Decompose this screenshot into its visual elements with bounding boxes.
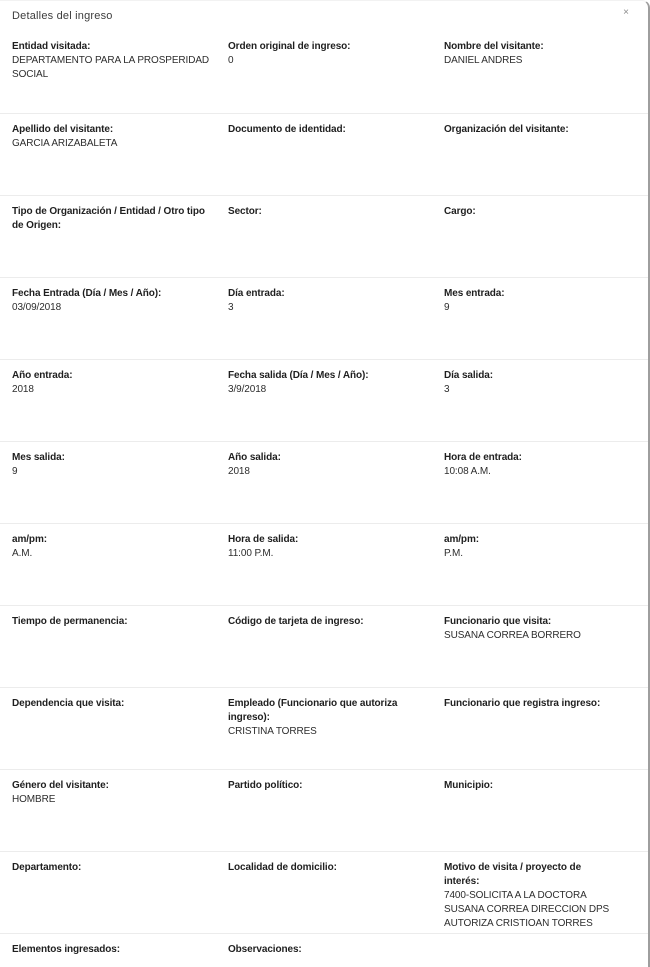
field-partido-politico [228,779,444,851]
field-grid [0,31,648,967]
field-label: Año entrada: [12,370,73,381]
field-row [0,687,648,769]
field-departamento [12,861,228,933]
field-label: Mes entrada: [444,288,505,299]
field-label: am/pm: [12,534,47,545]
field-label: Nombre del visitante: [444,41,544,52]
field-label: Género del visitante: [12,780,109,791]
field-row [0,359,648,441]
field-tiempo-permanencia [12,615,228,687]
field-observaciones [228,943,444,967]
field-localidad-domicilio [228,861,444,933]
field-label: Entidad visitada: [12,41,91,52]
field-orden-original [228,40,444,113]
field-label: Apellido del visitante: [12,124,114,135]
field-value: 2018 [12,384,34,395]
field-label: Funcionario que visita: [444,616,552,627]
field-value: 11:00 P.M. [228,548,274,559]
field-label: Tiempo de permanencia: [12,616,128,627]
field-row [0,851,648,933]
field-value: CRISTINA TORRES [228,726,317,737]
field-label: Departamento: [12,862,82,873]
field-municipio [444,779,634,851]
field-label: Dependencia que visita: [12,698,125,709]
field-ampm-entrada [12,533,228,605]
field-codigo-tarjeta [228,615,444,687]
field-tipo-organizacion [12,205,228,277]
field-motivo-visita [444,861,634,933]
field-funcionario-registra [444,697,634,769]
field-label: Tipo de Organización / Entidad / Otro tipo de Origen: [12,206,205,231]
field-value: 9 [12,466,18,477]
field-value: 3 [228,302,234,313]
field-label: Partido político: [228,780,303,791]
field-documento-identidad [228,123,444,195]
field-value: A.M. [12,548,33,559]
field-row [0,441,648,523]
field-row [0,277,648,359]
field-value: 3 [444,384,450,395]
field-dia-entrada [228,287,444,359]
field-value: 7400-SOLICITA A LA DOCTORA SUSANA CORREA DIRECCION DPS AUTORIZA CRISTIOAN TORRES [444,890,610,929]
field-ano-salida [228,451,444,523]
field-fecha-entrada [12,287,228,359]
field-row [0,605,648,687]
field-hora-entrada [444,451,634,523]
field-value: 10:08 A.M. [444,466,491,477]
field-cargo [444,205,634,277]
field-row [0,31,648,113]
field-value: GARCIA ARIZABALETA [12,138,118,149]
field-label: Documento de identidad: [228,124,346,135]
field-empleado-autoriza [228,697,444,769]
field-label: Observaciones: [228,944,302,955]
field-label: am/pm: [444,534,479,545]
field-hora-salida [228,533,444,605]
field-value: HOMBRE [12,794,56,805]
field-sector [228,205,444,277]
field-label: Localidad de domicilio: [228,862,337,873]
field-mes-salida [12,451,228,523]
modal-header [0,1,648,31]
field-apellido-visitante [12,123,228,195]
field-label: Día salida: [444,370,493,381]
field-elementos-ingresados [12,943,228,967]
field-label: Elementos ingresados: [12,944,120,955]
field-genero-visitante [12,779,228,851]
field-label: Año salida: [228,452,281,463]
field-dependencia-visita [12,697,228,769]
field-value: SUSANA CORREA BORRERO [444,630,581,641]
field-ampm-salida [444,533,634,605]
field-nombre-visitante [444,40,634,113]
modal-title: Detalles del ingreso [12,10,113,22]
field-fecha-salida [228,369,444,441]
field-value: DANIEL ANDRES [444,55,523,66]
field-row [0,933,648,967]
field-empty [444,943,634,967]
close-icon[interactable]: × [623,7,629,18]
field-value: 03/09/2018 [12,302,62,313]
field-label: Fecha salida (Día / Mes / Año): [228,370,369,381]
field-organizacion-visitante [444,123,634,195]
field-label: Hora de salida: [228,534,299,545]
field-label: Sector: [228,206,262,217]
field-dia-salida [444,369,634,441]
field-value: 0 [228,55,234,66]
field-value: DEPARTAMENTO PARA LA PROSPERIDAD SOCIAL [12,55,210,80]
field-label: Mes salida: [12,452,65,463]
field-label: Organización del visitante: [444,124,569,135]
field-label: Día entrada: [228,288,285,299]
field-label: Empleado (Funcionario que autoriza ingreso): [228,698,398,723]
field-label: Cargo: [444,206,476,217]
field-value: 3/9/2018 [228,384,267,395]
field-entidad-visitada [12,40,228,113]
field-label: Motivo de visita / proyecto de interés: [444,862,582,887]
field-label: Funcionario que registra ingreso: [444,698,601,709]
field-funcionario-visita [444,615,634,687]
field-row [0,523,648,605]
field-row [0,113,648,195]
field-row [0,195,648,277]
field-label: Orden original de ingreso: [228,41,351,52]
field-mes-entrada [444,287,634,359]
field-row [0,769,648,851]
field-value: 9 [444,302,450,313]
field-value: P.M. [444,548,463,559]
field-value: 2018 [228,466,250,477]
field-label: Código de tarjeta de ingreso: [228,616,364,627]
field-label: Hora de entrada: [444,452,522,463]
field-ano-entrada [12,369,228,441]
field-label: Municipio: [444,780,493,791]
field-label: Fecha Entrada (Día / Mes / Año): [12,288,162,299]
